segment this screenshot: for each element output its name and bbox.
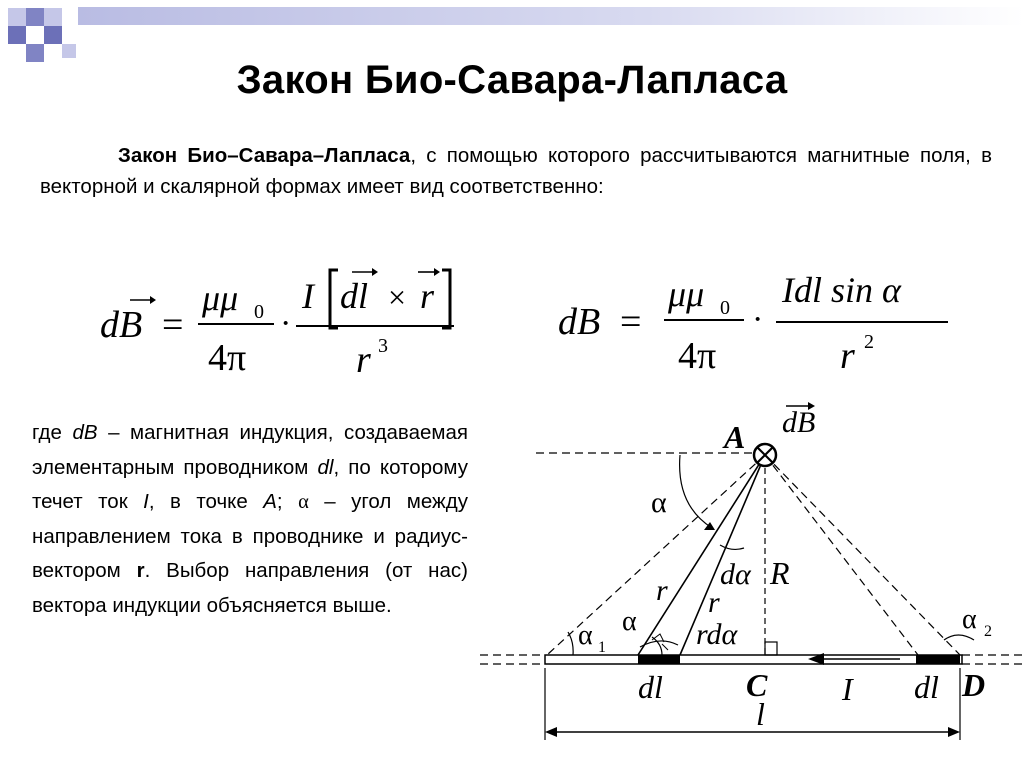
formula-scalar-dot: · bbox=[752, 301, 764, 338]
formula-vector-eq: = bbox=[162, 304, 184, 346]
formula-vector-coef-num: μμ bbox=[202, 278, 239, 318]
slide-title: Закон Био-Савара-Лапласа bbox=[236, 58, 788, 102]
label-rdalpha: rdα bbox=[696, 618, 738, 651]
formula-vector-coef-sub: 0 bbox=[254, 301, 264, 323]
label-C: C bbox=[746, 667, 768, 703]
label-D: D bbox=[962, 667, 986, 703]
label-dalpha: dα bbox=[720, 558, 751, 591]
formula-vector-num-I: I bbox=[302, 276, 314, 316]
dl-segment-left bbox=[638, 655, 680, 664]
label-dl-left: dl bbox=[638, 669, 663, 705]
formula-vector-form bbox=[90, 252, 550, 382]
description-paragraph: где dB – магнитная индукция, создаваемая элементарным проводником dl, по которому течет ток I, в точке A; α – угол между направлением тока в проводнике и радиус-вектором r. Выбор направления (от нас) вектора индукции объясняется выше. bbox=[32, 421, 468, 617]
formula-scalar-num: Idl sin α bbox=[782, 270, 901, 310]
dl-segment-right bbox=[916, 655, 960, 664]
dashed-line-A-to-D bbox=[765, 455, 960, 655]
intro-paragraph bbox=[40, 140, 992, 202]
right-angle-mark bbox=[765, 642, 777, 655]
law-name: Закон Био–Савара–Лапласа bbox=[118, 144, 411, 167]
label-alpha-2: α bbox=[962, 604, 977, 635]
arc-alpha2 bbox=[944, 635, 974, 640]
label-dB: dB bbox=[782, 406, 816, 439]
label-r-2: r bbox=[708, 586, 720, 619]
formula-scalar-coef-den: 4π bbox=[678, 335, 717, 377]
formula-scalar-coef-num: μμ bbox=[668, 274, 705, 314]
label-alpha-2-sub: 2 bbox=[984, 623, 992, 640]
bracket-left bbox=[330, 270, 338, 328]
arc-alpha-dl bbox=[652, 637, 662, 655]
label-A: A bbox=[724, 419, 746, 455]
formula-scalar-form bbox=[550, 252, 990, 382]
intro-text: , с помощью которого рассчитываются магнитные поля, в векторной и скалярной формах имеет вид соответственно: bbox=[40, 144, 992, 198]
geometry-diagram bbox=[470, 400, 1024, 767]
formula-vector-num-dl: dl bbox=[340, 276, 369, 316]
label-alpha-1: α bbox=[578, 620, 593, 651]
label-alpha: α bbox=[651, 486, 667, 519]
desc-dl: dl bbox=[317, 455, 334, 479]
label-l: l bbox=[756, 696, 765, 732]
desc-r: r bbox=[136, 559, 145, 583]
formula-vector-coef-den: 4π bbox=[208, 337, 247, 379]
label-alpha-at-dl: α bbox=[622, 606, 637, 637]
desc-I: I bbox=[143, 490, 149, 514]
formula-scalar-den: r bbox=[840, 335, 855, 377]
formula-vector-num-r: r bbox=[420, 276, 435, 316]
label-dl-right: dl bbox=[914, 669, 939, 705]
formula-vector-num-cross: × bbox=[388, 279, 407, 315]
bracket-right bbox=[442, 270, 450, 328]
formula-vector-lhs: dB bbox=[100, 304, 143, 346]
formula-scalar-coef-sub: 0 bbox=[720, 297, 730, 319]
formula-scalar-den-exp: 2 bbox=[864, 331, 874, 353]
label-r-1: r bbox=[656, 574, 668, 607]
formula-vector-den-exp: 3 bbox=[378, 335, 388, 357]
arc-dalpha bbox=[720, 545, 744, 549]
desc-A: A bbox=[263, 490, 277, 514]
formula-scalar-eq: = bbox=[620, 301, 642, 343]
label-alpha-1-sub: 1 bbox=[598, 639, 606, 656]
label-R: R bbox=[770, 555, 790, 591]
formula-vector-den: r bbox=[356, 339, 371, 381]
desc-alpha: α bbox=[298, 491, 309, 514]
formula-scalar-lhs: dB bbox=[558, 301, 601, 343]
arc-alpha-at-A bbox=[680, 455, 712, 528]
formula-vector-dot: · bbox=[280, 305, 292, 342]
desc-dB: dB bbox=[72, 421, 98, 444]
label-I: I bbox=[842, 671, 853, 707]
